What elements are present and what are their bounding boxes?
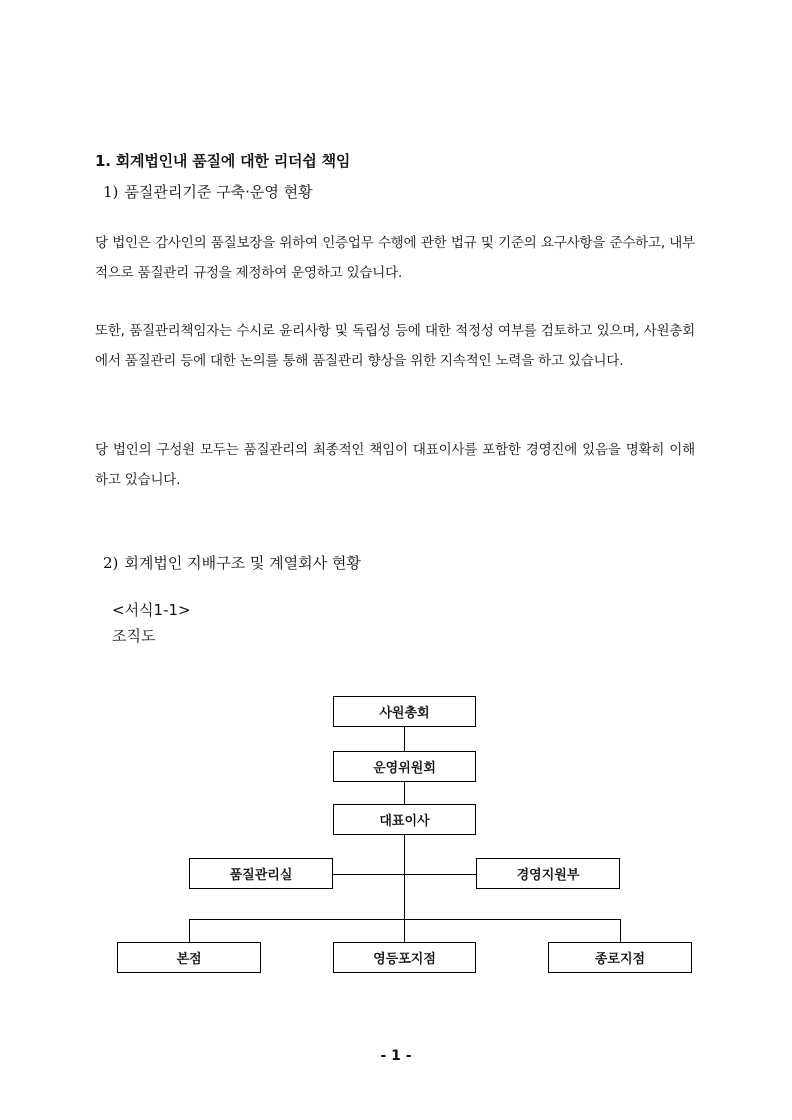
- connector-line: [404, 782, 405, 804]
- form-title: 조직도: [112, 627, 156, 645]
- subsection-heading: [103, 181, 313, 202]
- connector-line: [620, 919, 621, 942]
- org-box-general-meeting: 사원총회: [333, 696, 476, 727]
- subsection-title: 회계법인 지배구조 및 계열회사 현황: [124, 554, 361, 572]
- connector-line: [333, 874, 476, 875]
- org-box-steering-committee: 운영위원회: [333, 751, 476, 782]
- org-box-head-office: 본점: [117, 942, 261, 973]
- subsection-number: 2): [103, 554, 119, 572]
- org-box-yeongdeungpo-branch: 영등포지점: [333, 942, 476, 973]
- page-number: - 1 -: [380, 1048, 412, 1064]
- org-box-management-support: 경영지원부: [476, 858, 620, 889]
- subsection-heading-governance: [103, 552, 361, 573]
- paragraph-quality-manager: 또한, 품질관리책임자는 수시로 윤리사항 및 독립성 등에 대한 적정성 여부를 검토하고 있으며, 사원총회에서 품질관리 등에 대한 논의를 통해 품질관리 향상을 위한 지속적인 노력을 하고 있습니다.: [95, 323, 695, 369]
- section-title: 1. 회계법인내 품질에 대한 리더쉽 책임: [95, 152, 351, 170]
- paragraph-responsibility: 당 법인의 구성원 모두는 품질관리의 최종적인 책임이 대표이사를 포함한 경영진에 있음을 명확히 이해하고 있습니다.: [95, 442, 695, 488]
- form-code: <서식1-1>: [112, 601, 191, 619]
- subsection-title: 품질관리기준 구축·운영 현황: [124, 183, 313, 201]
- org-box-quality-office: 품질관리실: [189, 858, 333, 889]
- connector-line: [189, 919, 190, 942]
- connector-line: [404, 919, 405, 942]
- connector-line: [404, 835, 405, 919]
- subsection-number: 1): [103, 183, 119, 201]
- org-box-jongno-branch: 종로지점: [548, 942, 692, 973]
- connector-line: [189, 919, 621, 920]
- org-box-ceo: 대표이사: [333, 804, 476, 835]
- connector-line: [404, 727, 405, 752]
- paragraph-compliance: 당 법인은 감사인의 품질보장을 위하여 인증업무 수행에 관한 법규 및 기준의 요구사항을 준수하고, 내부적으로 품질관리 규정을 제정하여 운영하고 있습니다.: [95, 235, 695, 281]
